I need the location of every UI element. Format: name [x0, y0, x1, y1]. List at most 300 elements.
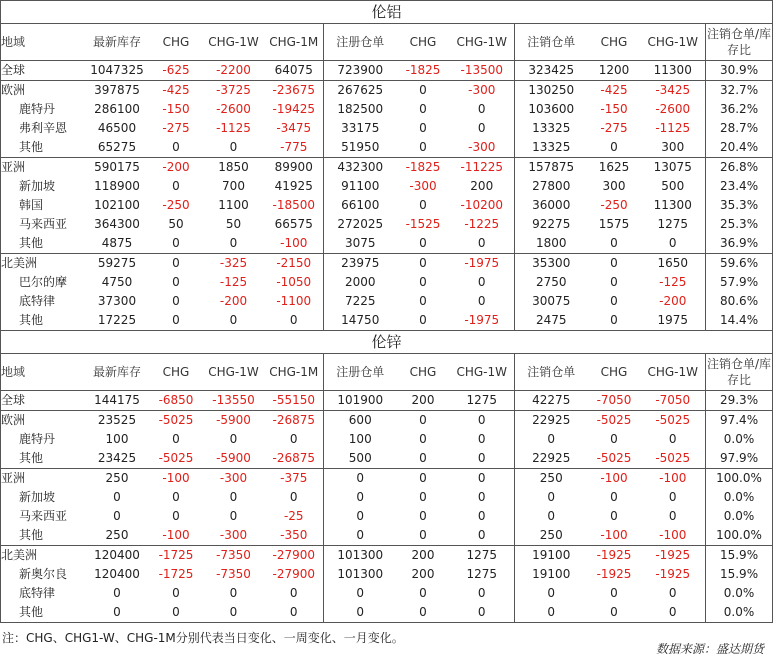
data-cell: 11300 [653, 198, 692, 212]
data-cell: 0 [610, 140, 618, 154]
sub-region-name: 其他 [1, 234, 85, 254]
data-cell: 0 [397, 254, 450, 274]
data-cell: 2475 [515, 311, 588, 331]
data-cell: 35.3% [706, 196, 773, 215]
table-row [1, 469, 773, 489]
table-row [1, 488, 773, 507]
data-cell: 0 [324, 584, 397, 603]
data-cell: 0 [113, 509, 121, 523]
data-cell: 26.8% [706, 158, 773, 178]
data-cell: 250 [85, 469, 150, 489]
table-row [1, 215, 773, 234]
data-cell: 0 [610, 275, 618, 289]
data-cell: 0 [515, 488, 588, 507]
data-cell: 0 [419, 140, 427, 154]
data-cell: -300 [219, 528, 248, 542]
data-cell: 0 [397, 469, 450, 489]
data-cell: 7225 [324, 292, 397, 311]
data-cell: 14.4% [706, 311, 773, 331]
data-cell: -1125 [216, 121, 251, 135]
data-cell: 0 [419, 236, 427, 250]
data-cell: -1975 [450, 254, 515, 274]
data-cell: 4875 [101, 236, 133, 250]
data-cell: 0 [477, 528, 486, 542]
data-cell: 0 [610, 586, 618, 600]
data-cell: 1575 [598, 217, 630, 231]
data-cell: 0 [172, 179, 180, 193]
data-cell: 37300 [97, 294, 137, 308]
data-cell: -775 [280, 140, 308, 154]
data-cell: 0 [641, 603, 706, 623]
data-cell: 300 [602, 179, 626, 193]
table-row [1, 391, 773, 411]
data-cell: 13325 [515, 138, 588, 158]
sub-region-name: 马来西亚 [1, 215, 85, 234]
sub-region-name: 韩国 [1, 196, 85, 215]
data-cell: 23525 [85, 411, 150, 431]
data-cell: -7050 [596, 393, 632, 407]
data-cell: 30075 [515, 292, 588, 311]
data-cell: -1050 [276, 275, 312, 289]
data-cell: 0.0% [706, 430, 773, 449]
data-cell: -2150 [265, 254, 324, 274]
data-cell: -2600 [216, 102, 251, 116]
data-cell: -150 [162, 102, 190, 116]
data-cell: -100 [641, 469, 706, 489]
section-title: 伦锌 [1, 331, 773, 354]
region-name: 欧洲 [1, 81, 85, 101]
region-name: 亚洲 [1, 469, 85, 489]
data-cell: 29.3% [706, 391, 773, 411]
data-cell: 0 [668, 586, 677, 600]
data-cell: 0 [324, 603, 397, 623]
data-cell: 157875 [515, 158, 588, 178]
data-cell: -1925 [655, 567, 691, 581]
data-cell: 250 [515, 469, 588, 489]
data-cell: 1275 [466, 393, 498, 407]
data-cell: 1275 [450, 546, 515, 566]
data-cell: 0 [324, 526, 397, 546]
data-cell: 0 [265, 603, 324, 623]
table-row [1, 177, 773, 196]
table-row [1, 254, 773, 274]
column-header: CHG-1W [450, 24, 515, 61]
data-cell: 590175 [85, 158, 150, 178]
data-cell: 0 [324, 469, 397, 489]
data-cell: 41925 [274, 179, 313, 193]
region-name: 北美洲 [1, 254, 85, 274]
data-cell: 0 [588, 311, 641, 331]
data-cell: 0 [113, 586, 121, 600]
data-cell: 66575 [274, 217, 313, 231]
data-cell: -200 [219, 294, 248, 308]
data-source: 数据来源：盛达期货 [655, 642, 764, 656]
data-cell: 0 [668, 432, 677, 446]
data-cell: 36.2% [706, 100, 773, 119]
data-cell: 0 [515, 507, 588, 526]
table-row [1, 61, 773, 81]
data-cell: -27900 [265, 546, 324, 566]
data-cell: 0 [610, 509, 618, 523]
data-cell: 1200 [598, 63, 630, 77]
data-cell: 23425 [97, 451, 137, 465]
data-cell: 101300 [324, 565, 397, 584]
table-row [1, 292, 773, 311]
data-cell: 103600 [515, 100, 588, 119]
data-cell: 272025 [324, 215, 397, 234]
data-cell: 0 [477, 509, 486, 523]
data-cell: -1725 [150, 546, 203, 566]
data-cell: 0 [419, 451, 427, 465]
data-cell: -275 [162, 121, 190, 135]
data-cell: 144175 [94, 393, 140, 407]
data-cell: -625 [162, 63, 190, 77]
data-cell: -5025 [150, 411, 203, 431]
sub-region-name: 鹿特丹 [1, 100, 85, 119]
data-cell: 1650 [641, 254, 706, 274]
data-cell: 0 [477, 236, 486, 250]
data-cell: -7350 [203, 546, 265, 566]
table-row [1, 234, 773, 254]
data-cell: 323425 [515, 61, 588, 81]
data-cell: -375 [265, 469, 324, 489]
data-cell: 36000 [515, 196, 588, 215]
table-row [1, 526, 773, 546]
data-cell: -26875 [265, 411, 324, 431]
data-cell: 0 [203, 311, 265, 331]
data-cell: 30.9% [706, 61, 773, 81]
table-row [1, 411, 773, 431]
data-cell: -100 [659, 528, 687, 542]
table-row [1, 449, 773, 469]
data-cell: 59.6% [706, 254, 773, 274]
data-cell: 19100 [515, 565, 588, 584]
data-cell: 22925 [515, 411, 588, 431]
data-cell: 0 [610, 294, 618, 308]
data-cell: 0 [515, 584, 588, 603]
data-cell: 57.9% [706, 273, 773, 292]
column-header: CHG [588, 354, 641, 391]
table-row [1, 273, 773, 292]
data-cell: -250 [600, 198, 628, 212]
data-cell: 0 [419, 490, 427, 504]
column-header: 注册仓单 [324, 24, 397, 61]
data-cell: -5025 [596, 451, 632, 465]
table-row [1, 311, 773, 331]
data-cell: -100 [600, 528, 628, 542]
data-cell: 97.4% [706, 411, 773, 431]
data-cell: -100 [162, 528, 190, 542]
region-name: 欧洲 [1, 411, 85, 431]
data-cell: 0 [450, 469, 515, 489]
data-cell: -2200 [216, 63, 251, 77]
data-cell: 0 [477, 432, 486, 446]
data-cell: -125 [659, 275, 687, 289]
header-row [1, 24, 773, 61]
data-cell: 35300 [515, 254, 588, 274]
data-cell: 1275 [466, 567, 498, 581]
data-cell: -275 [600, 121, 628, 135]
data-cell: -55150 [272, 393, 315, 407]
data-cell: 1850 [203, 158, 265, 178]
data-cell: 0 [588, 254, 641, 274]
data-cell: 23.4% [706, 177, 773, 196]
region-name: 北美洲 [1, 546, 85, 566]
data-cell: 13075 [641, 158, 706, 178]
data-cell: 0 [172, 275, 180, 289]
data-cell: 0 [324, 507, 397, 526]
data-cell: -300 [203, 469, 265, 489]
sub-region-name: 其他 [1, 603, 85, 623]
table-row [1, 546, 773, 566]
table-row [1, 507, 773, 526]
data-cell: -425 [588, 81, 641, 101]
data-cell: 23975 [324, 254, 397, 274]
data-cell: -100 [150, 469, 203, 489]
data-cell: 0 [419, 509, 427, 523]
data-cell: -1725 [158, 567, 194, 581]
data-cell: 0 [477, 275, 486, 289]
data-cell: 0 [172, 490, 180, 504]
data-cell: 17225 [85, 311, 150, 331]
data-cell: 100 [324, 430, 397, 449]
footnote: 注：CHG、CHG1-W、CHG-1M分别代表当日变化、一周变化、一月变化。 [2, 631, 404, 645]
data-cell: 0 [610, 490, 618, 504]
data-cell: 0 [515, 430, 588, 449]
data-cell: 97.9% [706, 449, 773, 469]
data-cell: -5025 [641, 411, 706, 431]
table-row [1, 196, 773, 215]
data-cell: -18500 [272, 198, 315, 212]
table-row [1, 430, 773, 449]
section-title: 伦铝 [1, 1, 773, 24]
data-cell: -1125 [655, 121, 691, 135]
column-header: 注销仓单/库存比 [706, 354, 773, 391]
data-cell: 364300 [94, 217, 140, 231]
data-cell: -125 [219, 275, 248, 289]
data-cell: -6850 [158, 393, 194, 407]
column-header: CHG [397, 24, 450, 61]
data-cell: 0 [419, 294, 427, 308]
data-cell: 723900 [324, 61, 397, 81]
data-cell: -2600 [655, 102, 691, 116]
data-cell: 200 [397, 546, 450, 566]
data-cell: 0.0% [706, 584, 773, 603]
column-header: CHG [150, 24, 203, 61]
data-cell: 0 [419, 528, 427, 542]
data-cell: 0 [172, 236, 180, 250]
data-cell: -5025 [588, 411, 641, 431]
data-cell: -300 [450, 81, 515, 101]
data-cell: 120400 [85, 546, 150, 566]
data-cell: 19100 [515, 546, 588, 566]
data-cell: 0 [610, 432, 618, 446]
data-cell: -10200 [460, 198, 503, 212]
data-cell: 15.9% [706, 565, 773, 584]
data-cell: -1925 [596, 567, 632, 581]
data-cell: 1975 [641, 311, 706, 331]
data-cell: 0.0% [706, 603, 773, 623]
data-cell: 0.0% [706, 507, 773, 526]
column-header: CHG [150, 354, 203, 391]
region-name: 全球 [1, 61, 85, 81]
data-cell: 0 [229, 586, 238, 600]
data-cell: 100 [105, 432, 129, 446]
data-cell: 0 [419, 586, 427, 600]
data-cell: -5025 [158, 451, 194, 465]
data-cell: 0 [668, 490, 677, 504]
data-cell: 100.0% [706, 469, 773, 489]
data-cell: 64075 [274, 63, 313, 77]
sub-region-name: 新加坡 [1, 488, 85, 507]
data-cell: 0 [150, 254, 203, 274]
data-cell: 0 [229, 140, 238, 154]
data-cell: -1925 [641, 546, 706, 566]
data-cell: -350 [280, 528, 308, 542]
data-cell: 33175 [324, 119, 397, 138]
data-cell: -5025 [655, 451, 691, 465]
data-cell: -7050 [655, 393, 691, 407]
data-cell: 11300 [653, 63, 692, 77]
data-cell: 700 [222, 179, 245, 193]
column-header: CHG-1W [641, 354, 706, 391]
data-cell: 397875 [85, 81, 150, 101]
column-header: CHG-1W [203, 354, 265, 391]
data-cell: 0 [203, 603, 265, 623]
data-cell: -150 [600, 102, 628, 116]
column-header: 注销仓单 [515, 24, 588, 61]
data-cell: 50 [168, 217, 184, 231]
data-cell: 65275 [97, 140, 137, 154]
data-cell: 100.0% [706, 526, 773, 546]
column-header: CHG [397, 354, 450, 391]
data-cell: 0 [172, 294, 180, 308]
data-cell: 0 [419, 198, 427, 212]
data-cell: -200 [659, 294, 687, 308]
table-row [1, 603, 773, 623]
column-header: 地域 [1, 354, 85, 391]
data-cell: 50 [225, 217, 242, 231]
data-cell: 66100 [324, 196, 397, 215]
data-cell: 0.0% [706, 488, 773, 507]
data-cell: -11225 [450, 158, 515, 178]
data-cell: -300 [468, 140, 496, 154]
column-header: 最新库存 [85, 24, 150, 61]
sub-region-name: 弗利辛恩 [1, 119, 85, 138]
sub-region-name: 其他 [1, 526, 85, 546]
sub-region-name: 底特律 [1, 292, 85, 311]
data-cell: -1525 [405, 217, 441, 231]
data-cell: 101900 [324, 391, 397, 411]
data-cell: 32.7% [706, 81, 773, 101]
data-cell: 182500 [324, 100, 397, 119]
data-cell: 200 [411, 567, 435, 581]
data-cell: 101300 [324, 546, 397, 566]
data-cell: 91100 [324, 177, 397, 196]
data-cell: -13500 [460, 63, 503, 77]
region-name: 亚洲 [1, 158, 85, 178]
data-cell: 0 [450, 411, 515, 431]
data-cell: 13325 [515, 119, 588, 138]
sub-region-name: 其他 [1, 449, 85, 469]
column-header: CHG [588, 24, 641, 61]
data-cell: 0 [229, 432, 238, 446]
data-cell: 27800 [515, 177, 588, 196]
sub-region-name: 其他 [1, 311, 85, 331]
data-cell: 0 [289, 586, 298, 600]
data-cell: 0 [324, 488, 397, 507]
data-cell: 0 [419, 102, 427, 116]
data-cell: -1925 [588, 546, 641, 566]
table-row [1, 158, 773, 178]
table-row [1, 584, 773, 603]
data-cell: -13550 [212, 393, 255, 407]
data-cell: 0 [289, 432, 298, 446]
data-cell: 51950 [324, 138, 397, 158]
data-cell: -3475 [276, 121, 312, 135]
data-cell: 0 [172, 586, 180, 600]
sub-region-name: 新奥尔良 [1, 565, 85, 584]
data-cell: 36.9% [706, 234, 773, 254]
data-cell: 0 [477, 121, 486, 135]
data-cell: 0 [668, 509, 677, 523]
table-row [1, 565, 773, 584]
table-row [1, 100, 773, 119]
data-cell: -1825 [397, 158, 450, 178]
data-cell: 0 [668, 236, 677, 250]
header-row [1, 354, 773, 391]
column-header: CHG-1W [641, 24, 706, 61]
data-cell: 300 [661, 140, 685, 154]
data-cell: 0 [610, 236, 618, 250]
sub-region-name: 新加坡 [1, 177, 85, 196]
data-cell: 0 [229, 236, 238, 250]
data-cell: -3725 [203, 81, 265, 101]
data-cell: 102100 [94, 198, 140, 212]
data-cell: -5900 [203, 411, 265, 431]
data-cell: 42275 [515, 391, 588, 411]
data-cell: -250 [162, 198, 190, 212]
data-cell: 0 [515, 603, 588, 623]
data-cell: 2000 [324, 273, 397, 292]
data-cell: 1800 [515, 234, 588, 254]
data-cell: 1625 [588, 158, 641, 178]
data-cell: 92275 [515, 215, 588, 234]
data-cell: 0 [450, 603, 515, 623]
data-cell: 0 [172, 432, 180, 446]
data-cell: 0 [477, 490, 486, 504]
data-cell: 0 [397, 603, 450, 623]
column-header: 地域 [1, 24, 85, 61]
data-cell: 1100 [218, 198, 249, 212]
data-cell: -300 [409, 179, 437, 193]
data-cell: -100 [588, 469, 641, 489]
sub-region-name: 鹿特丹 [1, 430, 85, 449]
data-cell: 500 [661, 179, 685, 193]
data-cell: 0 [397, 311, 450, 331]
data-cell: -5900 [216, 451, 251, 465]
data-cell: -7350 [216, 567, 251, 581]
section-title-row [1, 1, 773, 24]
data-cell: 0 [588, 603, 641, 623]
data-cell: -200 [150, 158, 203, 178]
table-row [1, 119, 773, 138]
data-cell: 250 [515, 526, 588, 546]
data-cell: -19425 [272, 102, 315, 116]
data-cell: -1975 [450, 311, 515, 331]
data-cell: 0 [477, 294, 486, 308]
column-header: 注册仓单 [324, 354, 397, 391]
